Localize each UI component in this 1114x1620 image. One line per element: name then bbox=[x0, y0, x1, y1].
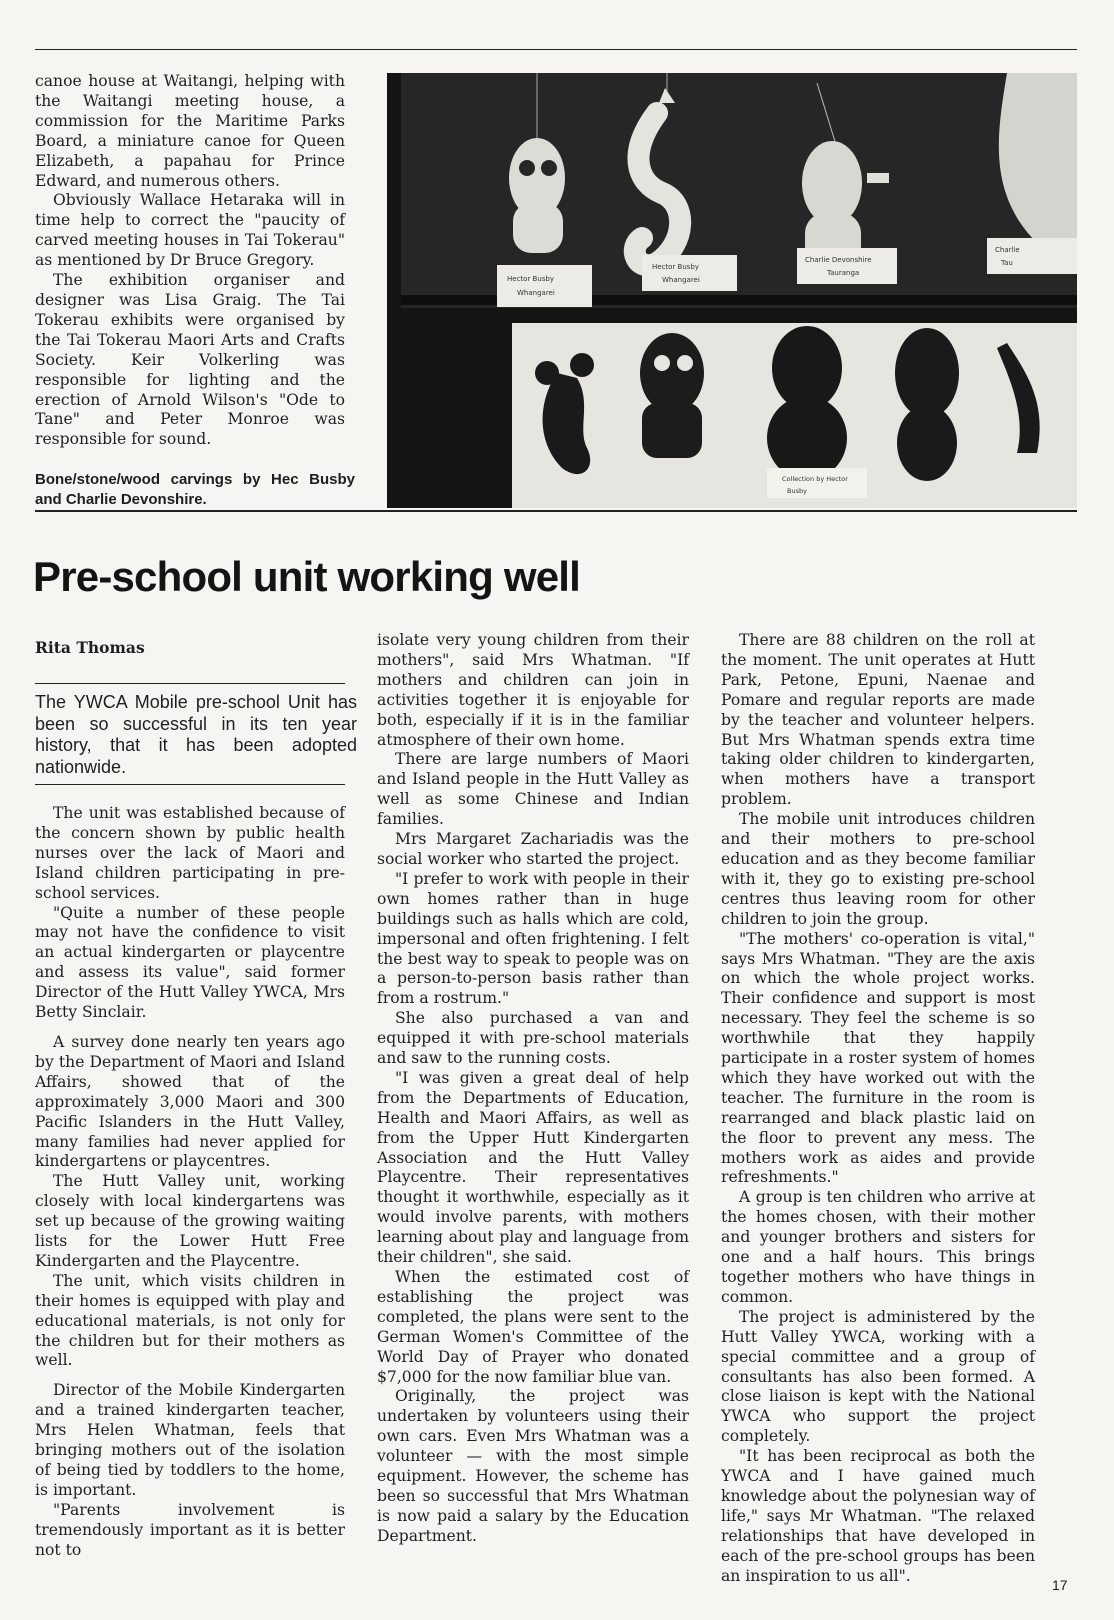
paragraph: There are large numbers of Maori and Island people in the Hutt Valley as well as some Chinese and Indian families. bbox=[377, 750, 689, 829]
standfirst: The YWCA Mobile pre-school Unit has been so successful in its ten year history, that it has been adopted nationwide. bbox=[35, 692, 357, 777]
label-3-line2: Tauranga bbox=[827, 269, 860, 277]
page-number: 17 bbox=[1052, 1577, 1068, 1593]
paragraph: "It has been reciprocal as both the YWCA and I have gained much knowledge about the polynesian way of life," says Mr Whatman. "The relaxed relationships that have developed in each of the pre-school groups has been an inspiration to us all". bbox=[721, 1447, 1035, 1585]
label-1-line1: Hector Busby bbox=[507, 275, 555, 283]
paragraph: "The mothers' co-operation is vital," says Mrs Whatman. "They are the axis on which the whole project works. Their confidence and support is most necessary. They feel the scheme is so worthwhile that they happily participate in a roster system of homes which they have worked out with the teacher. The furniture in the room is rearranged and black plastic laid on the floor to prevent any mess. The mothers work as aides and provide refreshments." bbox=[721, 929, 1035, 1187]
paragraph: Mrs Margaret Zachariadis was the social worker who started the project. bbox=[377, 830, 689, 868]
paragraph: A group is ten children who arrive at the homes chosen, with their mother and younger brothers and sisters for one and a half hours. This brings together mothers who have things in common. bbox=[721, 1188, 1035, 1306]
label-4-line2: Tau bbox=[1001, 259, 1013, 267]
paragraph: When the estimated cost of establishing the project was completed, the plans were sent to the German Women's Committee of the World Day of Prayer who donated $7,000 for the now familiar blue van. bbox=[377, 1268, 689, 1386]
paragraph: isolate very young children from their mothers", said Mrs Whatman. "If mothers and children can join in activities together it is enjoyable for both, especially if it is in the familiar atmosphere of their own home. bbox=[377, 631, 689, 749]
paragraph: She also purchased a van and equipped it with pre-school materials and saw to the running costs. bbox=[377, 1009, 689, 1068]
label-2-line2: Whangarei bbox=[662, 276, 700, 284]
paragraph: There are 88 children on the roll at the moment. The unit operates at Hutt Park, Petone, Epuni, Naenae and Pomare and regular reports are made by the teacher and volunteer helpers. But Mrs Whatman spends extra time taking older children to kindergarten, when mothers have a transport problem. bbox=[721, 631, 1035, 809]
paragraph: "I prefer to work with people in their own homes rather than in huge buildings such as halls which are cold, impersonal and often frightening. I felt the best way to speak to people was on a person-to-person basis rather than from a rostrum." bbox=[377, 869, 689, 1008]
paragraph: A survey done nearly ten years ago by the Department of Maori and Island Affairs, showed that of the approximately 3,000 Maori and 300 Pacific Islanders in the Hutt Valley, many families had never applied for kindergartens or playcentres. bbox=[35, 1032, 345, 1171]
paragraph: The exhibition organiser and designer was Lisa Graig. The Tai Tokerau exhibits were organised by the Tai Tokerau Maori Arts and Crafts Society. Keir Volkerling was responsible for lighting and the erection of Arnold Wilson's "Ode to Tane" and Peter Monroe was responsible for sound. bbox=[35, 271, 345, 449]
paragraph: The mobile unit introduces children and their mothers to pre-school education and as they become familiar with it, they go to existing pre-school centres thus leaving room for other children to join the group. bbox=[721, 810, 1035, 928]
paragraph: The unit was established because of the concern shown by public health nurses over the lack of Maori and Island children participating in pre-school services. bbox=[35, 804, 345, 902]
label-3-line1: Charlie Devonshire bbox=[805, 256, 872, 264]
continued-article-text bbox=[35, 72, 345, 450]
label-5-line2: Busby bbox=[787, 487, 807, 495]
standfirst-top-rule bbox=[35, 683, 345, 684]
label-1-line2: Whangarei bbox=[517, 289, 555, 297]
paragraph: "Parents involvement is tremendously important as it is better not to bbox=[35, 1500, 345, 1559]
paragraph: The unit, which visits children in their homes is equipped with play and educational materials, is not only for the children but for their mothers as well. bbox=[35, 1271, 345, 1370]
headline-rule bbox=[35, 510, 1077, 512]
carvings-photo bbox=[387, 73, 1077, 508]
paragraph: Originally, the project was undertaken by volunteers using their own cars. Even Mrs Whatman was a volunteer — with the most simple equipment. However, the scheme has been so successful that Mrs Whatman is now paid a salary by the Education Department. bbox=[377, 1387, 689, 1545]
paragraph: Director of the Mobile Kindergarten and a trained kindergarten teacher, Mrs Helen Whatman, feels that bringing mothers out of the isolation of being tied by toddlers to the home, is important. bbox=[35, 1381, 345, 1499]
label-5-line1: Collection by Hector bbox=[782, 475, 848, 483]
carvings-illustration bbox=[387, 73, 1077, 508]
label-4-line1: Charlie bbox=[995, 246, 1020, 254]
paragraph: "Quite a number of these people may not have the confidence to visit an actual kindergarten or playcentre and assess its value", said former Director of the Hutt Valley YWCA, Mrs Betty Sinclair. bbox=[35, 903, 345, 1022]
standfirst-bottom-rule bbox=[35, 784, 345, 785]
paragraph: The Hutt Valley unit, working closely with local kindergartens was set up because of the growing waiting lists for the Lower Hutt Free Kindergarten and the Playcentre. bbox=[35, 1172, 345, 1270]
paragraph: "I was given a great deal of help from the Departments of Education, Health and Maori Affairs, as well as from the Upper Hutt Kindergarten Association and the Hutt Valley Playcentre. Their representatives thought it worthwhile, especially as it would involve parents, with mothers learning about play and language from their children", she said. bbox=[377, 1068, 689, 1267]
headline: Pre-school unit working well bbox=[33, 553, 580, 600]
label-2-line1: Hector Busby bbox=[652, 263, 700, 271]
article-column-1 bbox=[35, 804, 345, 1561]
paragraph: canoe house at Waitangi, helping with the Waitangi meeting house, a commission for the Maritime Parks Board, a miniature canoe for Queen Elizabeth, a papahau for Prince Edward, and numerous others. bbox=[35, 72, 345, 190]
top-rule bbox=[35, 49, 1077, 50]
byline: Rita Thomas bbox=[35, 638, 145, 657]
article-column-2 bbox=[377, 631, 689, 1547]
paragraph: Obviously Wallace Hetaraka will in time help to correct the "paucity of carved meeting houses in Tai Tokerau" as mentioned by Dr Bruce Gregory. bbox=[35, 191, 345, 270]
article-column-3 bbox=[721, 631, 1035, 1587]
paragraph: The project is administered by the Hutt Valley YWCA, working with a special committee and a group of consultants has also been formed. A close liaison is kept with the National YWCA who support the project completely. bbox=[721, 1307, 1035, 1446]
photo-caption: Bone/stone/wood carvings by Hec Busby and Charlie Devonshire. bbox=[35, 471, 355, 508]
